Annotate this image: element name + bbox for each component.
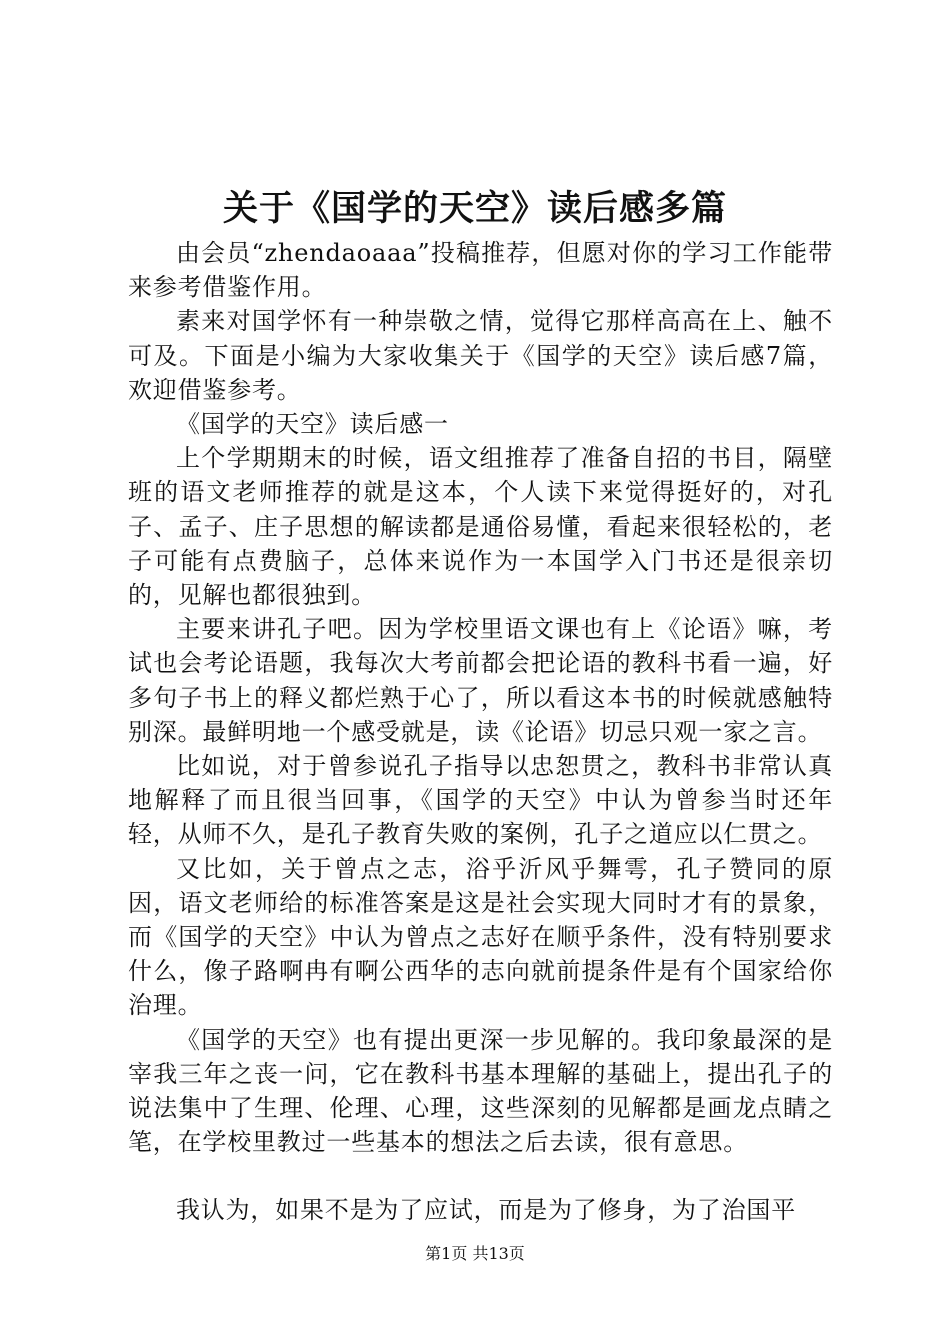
paragraph-preface: 素来对国学怀有一种崇敬之情，觉得它那样高高在上、触不可及。下面是小编为大家收集关于《国学的天空》读后感7篇，欢迎借鉴参考。 (128, 307, 833, 404)
document-title: 关于《国学的天空》读后感多篇 (222, 188, 727, 229)
paragraph-body-6: 我认为，如果不是为了应试，而是为了修身，为了治国平 (176, 1196, 796, 1225)
paragraph-body-2: 主要来讲孔子吧。因为学校里语文课也有上《论语》嘛，考试也会考论语题，我每次大考前都会把论语的教科书看一遍，好多句子书上的释义都烂熟于心了，所以看这本书的时候就感触特别深。最鲜明地一个感受就是，读《论语》切忌只观一家之言。 (128, 615, 833, 746)
paragraph-body-5: 《国学的天空》也有提出更深一步见解的。我印象最深的是宰我三年之丧一问，它在教科书基本理解的基础上，提出孔子的说法集中了生理、伦理、心理，这些深刻的见解都是画龙点睛之笔，在学校里教过一些基本的想法之后去读，很有意思。 (128, 1025, 833, 1157)
paragraph-body-1: 上个学期期末的时候，语文组推荐了准备自招的书目，隔壁班的语文老师推荐的就是这本，个人读下来觉得挺好的，对孔子、孟子、庄子思想的解读都是通俗易懂，看起来很轻松的，老子可能有点费脑子，总体来说作为一本国学入门书还是很亲切的，见解也都很独到。 (128, 444, 833, 610)
paragraph-intro: 由会员“zhendaoaaa”投稿推荐，但愿对你的学习工作能带来参考借鉴作用。 (128, 239, 833, 302)
document-body (128, 236, 833, 1228)
paragraph-body-3: 比如说，对于曾参说孔子指导以忠恕贯之，教科书非常认真地解释了而且很当回事，《国学的天空》中认为曾参当时还年轻，从师不久，是孔子教育失败的案例，孔子之道应以仁贯之。 (128, 752, 833, 849)
section-heading: 《国学的天空》读后感一 (176, 410, 449, 439)
paragraph-body-4: 又比如，关于曾点之志，浴乎沂风乎舞雩，孔子赞同的原因，语文老师给的标准答案是这是社会实现大同时才有的景象，而《国学的天空》中认为曾点之志好在顺乎条件，没有特别要求什么，像子路啊冉有啊公西华的志向就前提条件是有个国家给你治理。 (128, 854, 833, 1020)
page-footer: 第1页 共13页 (425, 1244, 525, 1263)
